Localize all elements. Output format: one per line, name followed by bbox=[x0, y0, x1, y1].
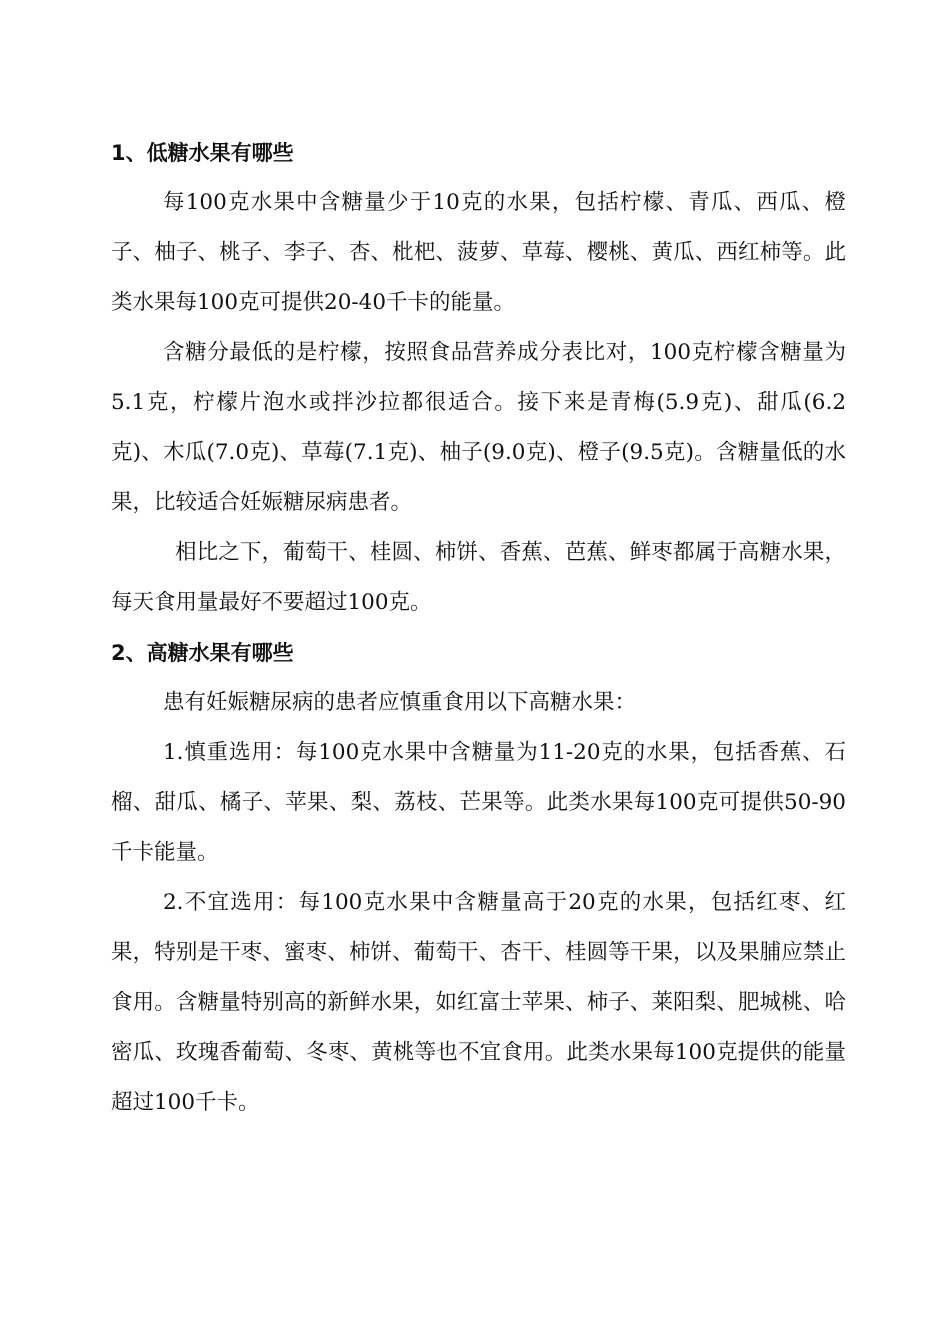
section-heading-low-sugar: 1、低糖水果有哪些 bbox=[111, 141, 294, 165]
paragraph-use-with-caution: 1.慎重选用：每100克水果中含糖量为11-20克的水果，包括香蕉、石榴、甜瓜、橘子、苹果、梨、荔枝、芒果等。此类水果每100克可提供50-90千卡能量。 bbox=[111, 740, 846, 865]
paragraph-low-sugar-definition: 每100克水果中含糖量少于10克的水果，包括柠檬、青瓜、西瓜、橙子、柚子、桃子、李子、杏、枇杷、菠萝、草莓、樱桃、黄瓜、西红柿等。此类水果每100克可提供20-40千卡的能量。 bbox=[111, 190, 846, 315]
document-body bbox=[111, 128, 846, 1128]
paragraph-not-recommended: 2.不宜选用：每100克水果中含糖量高于20克的水果，包括红枣、红果，特别是干枣、蜜枣、柿饼、葡萄干、杏干、桂圆等干果，以及果脯应禁止食用。含糖量特别高的新鲜水果，如红富士苹果、柿子、莱阳梨、肥城桃、哈密瓜、玫瑰香葡萄、冬枣、黄桃等也不宜食用。此类水果每100克提供的能量超过100千卡。 bbox=[111, 890, 846, 1115]
paragraph-high-sugar-comparison: 相比之下，葡萄干、桂圆、柿饼、香蕉、芭蕉、鲜枣都属于高糖水果，每天食用量最好不要超过100克。 bbox=[111, 540, 846, 615]
paragraph-high-sugar-intro: 患有妊娠糖尿病的患者应慎重食用以下高糖水果： bbox=[163, 690, 637, 715]
paragraph-lowest-sugar-fruits: 含糖分最低的是柠檬，按照食品营养成分表比对，100克柠檬含糖量为5.1克，柠檬片泡水或拌沙拉都很适合。接下来是青梅(5.9克)、甜瓜(6.2克)、木瓜(7.0克)、草莓(7.1克)、柚子(9.0克)、橙子(9.5克)。含糖量低的水果，比较适合妊娠糖尿病患者。 bbox=[111, 340, 846, 515]
section-heading-high-sugar: 2、高糖水果有哪些 bbox=[111, 641, 294, 665]
